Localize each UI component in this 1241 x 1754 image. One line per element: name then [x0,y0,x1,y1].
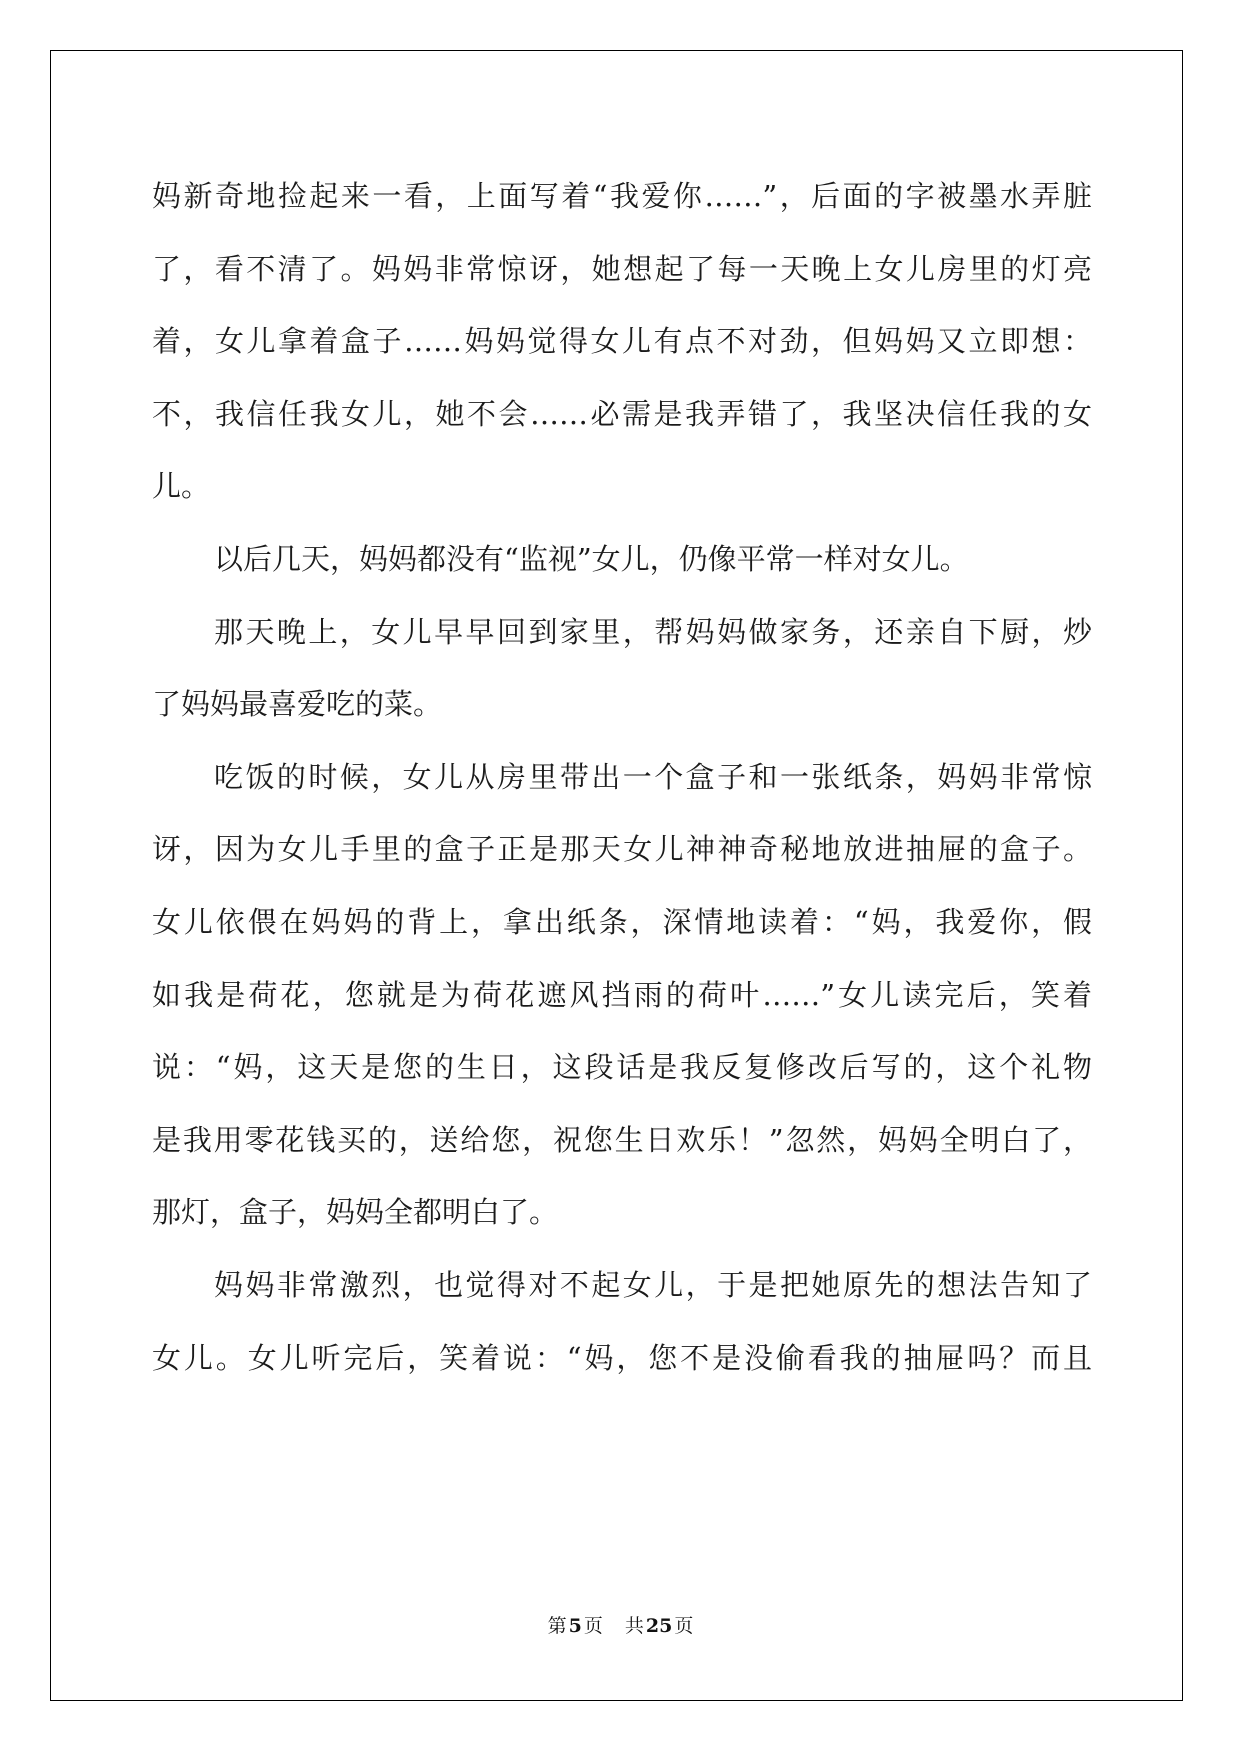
total-pages: 25 [645,1615,673,1637]
text-line: 女儿依偎在妈妈的背上，拿出纸条，深情地读着：“妈，我爱你，假 [152,904,1092,939]
page-suffix: 页 [583,1615,603,1637]
text-line: 妈新奇地捡起来一看，上面写着“我爱你……”，后面的字被墨水弄脏 [152,179,1092,213]
text-line: 不，我信任我女儿，她不会……必需是我弄错了，我坚决信任我的女 [152,396,1092,431]
text-line: 吃饭的时候，女儿从房里带出一个盒子和一张纸条，妈妈非常惊 [214,759,1092,794]
text-line: 妈妈非常激烈，也觉得对不起女儿，于是把她原先的想法告知了 [214,1267,1092,1302]
text-line: 是我用零花钱买的，送给您，祝您生日欢乐！”忽然，妈妈全明白了， [152,1122,1092,1157]
text-line: 如我是荷花，您就是为荷花遮风挡雨的荷叶……”女儿读完后，笑着 [152,977,1092,1012]
text-line: 女儿。女儿听完后，笑着说：“妈，您不是没偷看我的抽屉吗？而且 [152,1340,1092,1375]
total-suffix: 页 [674,1615,694,1637]
text-line: 以后几天，妈妈都没有“监视”女儿，仍像平常一样对女儿。 [214,541,969,576]
page-footer [0,1614,1241,1638]
text-line: 了，看不清了。妈妈非常惊讶，她想起了每一天晚上女儿房里的灯亮 [152,251,1092,286]
text-line: 说：“妈，这天是您的生日，这段话是我反复修改后写的，这个礼物 [152,1050,1092,1085]
text-line: 讶，因为女儿手里的盒子正是那天女儿神神奇秘地放进抽屉的盒子。 [152,832,1092,867]
text-line: 着，女儿拿着盒子……妈妈觉得女儿有点不对劲，但妈妈又立即想： [152,324,1092,359]
text-line: 儿。 [152,469,211,504]
total-prefix: 共 [624,1615,644,1637]
text-line: 那灯，盒子，妈妈全都明白了。 [152,1195,559,1230]
page-prefix: 第 [547,1615,567,1637]
page-number: 5 [568,1615,582,1637]
text-line: 了妈妈最喜爱吃的菜。 [152,687,443,722]
document-body [152,160,1092,1394]
text-line: 那天晚上，女儿早早回到家里，帮妈妈做家务，还亲自下厨，炒 [214,614,1092,649]
